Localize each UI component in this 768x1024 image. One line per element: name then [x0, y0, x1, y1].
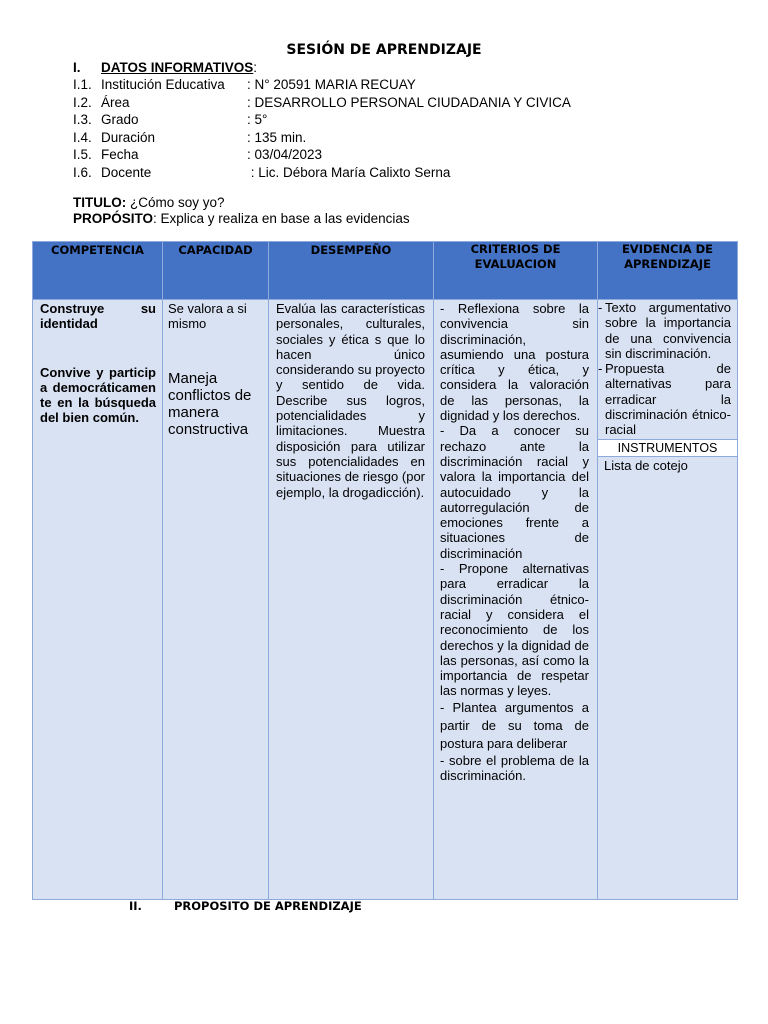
dash-bullet: - [598, 300, 603, 315]
capacidad-cell [163, 300, 269, 900]
page-title: SESIÓN DE APRENDIZAJE [286, 42, 482, 58]
info-row-label: Docente [101, 164, 152, 180]
titulo-label: TITULO: [73, 195, 127, 210]
info-row-grado [73, 111, 571, 129]
info-row-value: : N° 20591 MARIA RECUAY [247, 77, 416, 92]
header-competencia: COMPETENCIA [33, 242, 163, 300]
info-row-label: Área [101, 94, 130, 110]
section-1-colon: : [253, 60, 258, 75]
criterio-item: - sobre el problema de la discriminación. [440, 752, 589, 784]
desempeno-cell [269, 300, 434, 900]
evidencia-text: Propuesta de alternativas para erradicar la discriminación étnico-racial [605, 361, 731, 438]
evidencia-text: Texto argumentativo sobre la importancia de una convivencia sin discriminación. [605, 300, 731, 361]
section-1-label: DATOS INFORMATIVOS [101, 60, 254, 75]
competencia-cell [33, 300, 163, 900]
evidencia-cell [598, 300, 738, 900]
evidencia-item [598, 300, 737, 361]
section-1-heading [73, 59, 571, 76]
criterio-item: - Da a conocer su rechazo ante la discriminación racial y valora la importancia del autocuidado y la autorregulación de emociones frente a situaciones de discriminación [440, 423, 589, 561]
datos-informativos [73, 59, 571, 182]
titulo-value: ¿Cómo soy yo? [126, 195, 225, 210]
dash-bullet: - [598, 361, 603, 377]
capacidad-item: Maneja conflictos de manera constructiva [168, 369, 252, 438]
instrumentos-heading: INSTRUMENTOS [598, 439, 737, 457]
criterio-item: - Plantea argumentos a partir de su toma de postura para deliberar [440, 699, 589, 751]
criterio-item: - Propone alternativas para erradicar la discriminación étnico-racial y considera el reconocimiento de los derechos y la dignidad de las personas, así como la importancia de respetar las normas y leyes. [440, 561, 589, 699]
info-row-label: Institución Educativa [101, 77, 225, 92]
info-row-label: Grado [101, 112, 139, 128]
info-row-value: : 03/04/2023 [247, 147, 323, 163]
evidencia-item [598, 361, 737, 437]
info-row-value: : DESARROLLO PERSONAL CIUDADANIA Y CIVICA [247, 94, 571, 110]
titulo-line [73, 194, 225, 211]
competencia-item: Construye su identidad [40, 301, 156, 332]
info-row-institucion [73, 76, 571, 94]
info-row-duracion [73, 129, 571, 147]
session-table [32, 241, 738, 900]
section-2-label: PROPOSITO DE APRENDIZAJE [174, 899, 362, 913]
header-desempeno: DESEMPEÑO [269, 242, 434, 300]
info-row-fecha [73, 146, 571, 164]
info-row-number: I.1. [73, 77, 92, 92]
info-row-label: Fecha [101, 147, 139, 163]
table-row [33, 300, 738, 900]
proposito-label: PROPÓSITO [73, 211, 154, 226]
competencia-item: Convive y participa democráticamente en la búsqueda del bien común. [40, 364, 156, 426]
info-row-value: : 135 min. [247, 129, 307, 145]
info-row-value: : Lic. Débora María Calixto Serna [247, 164, 451, 180]
desempeno-text: Evalúa las características personales, culturales, sociales y ética s que lo hacen único considerando su proyecto y sentido de vida. Describe sus logros, potencialidades y limitaciones. Muestra disposición para utilizar sus potencialidades en situaciones de riesgo (por ejemplo, la drogadicción). [276, 301, 425, 500]
instrumentos-value: Lista de cotejo [604, 457, 688, 473]
info-row-number: I.5. [73, 147, 92, 163]
criterios-cell [434, 300, 598, 900]
info-row-number: I.3. [73, 112, 92, 128]
table-header-row [33, 242, 738, 300]
header-criterios: CRITERIOS DE EVALUACION [434, 242, 598, 300]
info-row-label: Duración [101, 129, 156, 145]
proposito-value: : Explica y realiza en base a las evidencias [153, 211, 410, 226]
section-1-number: I. [73, 60, 81, 75]
info-row-number: I.2. [73, 94, 92, 110]
section-2-number: II. [129, 899, 142, 913]
header-capacidad: CAPACIDAD [163, 242, 269, 300]
capacidad-item: Se valora a si mismo [168, 301, 247, 332]
info-row-value: : 5° [247, 112, 268, 128]
section-2-heading [129, 899, 362, 913]
header-evidencia: EVIDENCIA DE APRENDIZAJE [598, 242, 738, 300]
info-row-number: I.4. [73, 129, 92, 145]
criterio-item: - Reflexiona sobre la convivencia sin discriminación, asumiendo una postura crítica y ética, y considera la valoración de las personas, la dignidad y los derechos. [440, 301, 589, 424]
info-row-area [73, 94, 571, 112]
info-row-docente [73, 164, 571, 182]
proposito-line [73, 210, 410, 227]
info-row-number: I.6. [73, 164, 92, 180]
